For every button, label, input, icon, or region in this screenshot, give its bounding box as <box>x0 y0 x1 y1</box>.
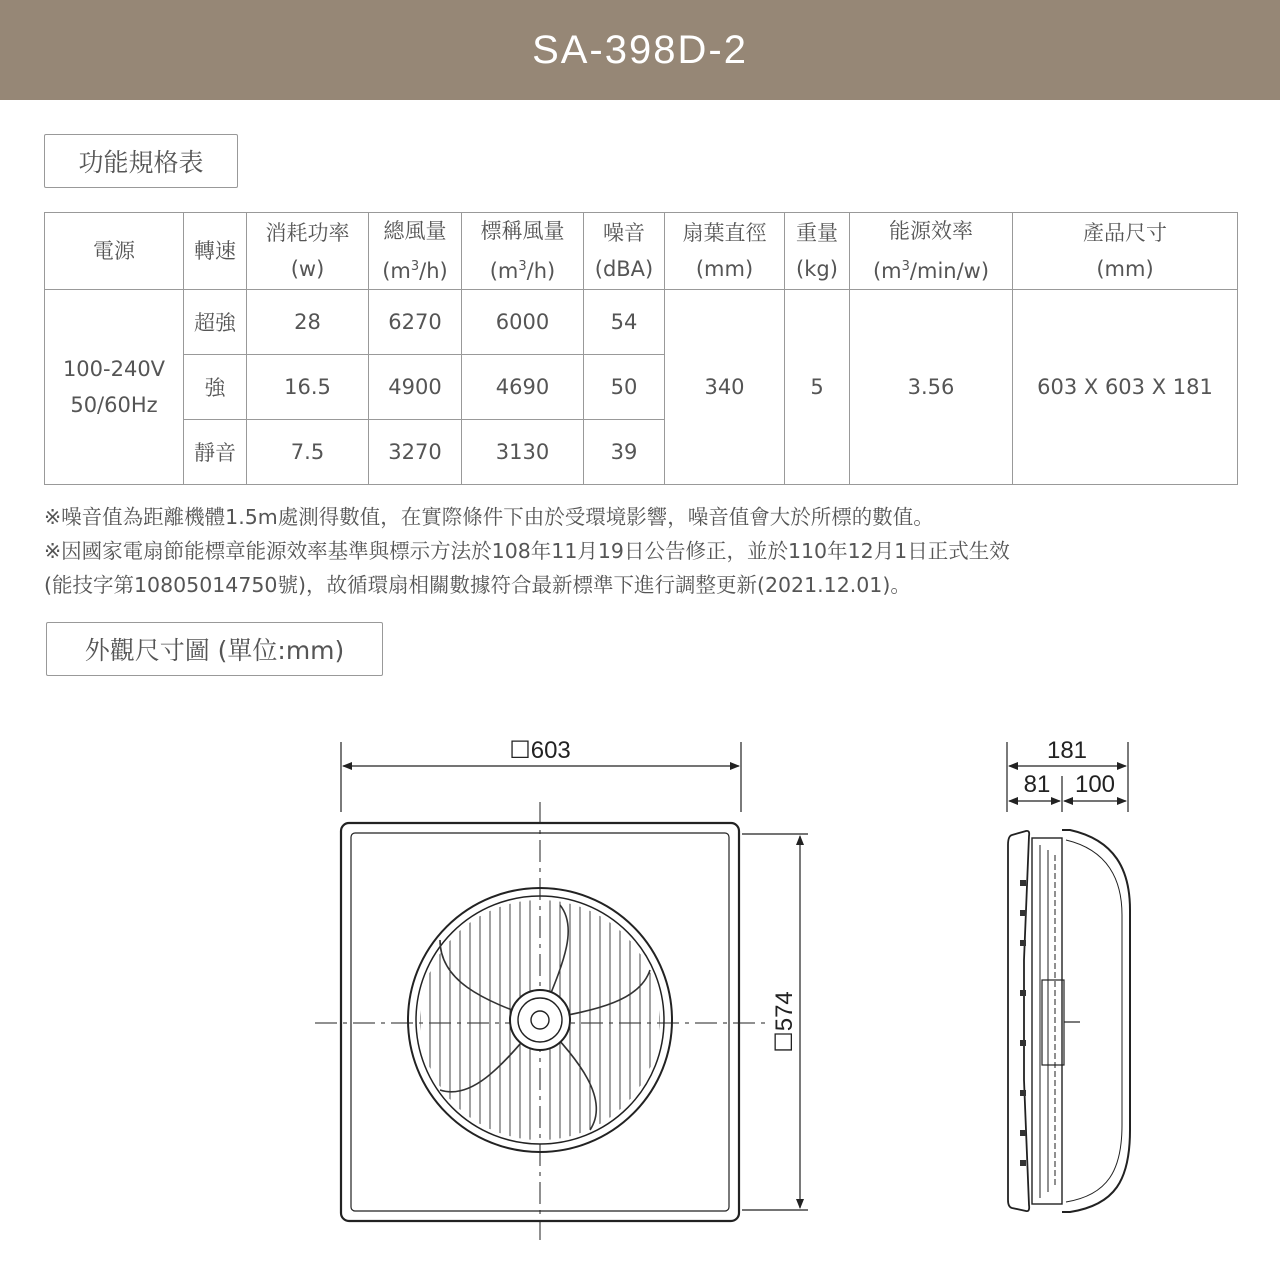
power-cell: 100-240V 50/60Hz <box>45 290 184 485</box>
header-total-airflow: 總風量 $(m^3/h)$ <box>369 213 462 290</box>
total-air-cell: 4900 <box>369 355 462 420</box>
header-noise: 噪音 (dBA) <box>584 213 665 290</box>
header-efficiency: 能源效率 $(m^3/\min/w)$ <box>850 213 1013 290</box>
spec-table <box>44 212 1238 485</box>
watt-cell: 16.5 <box>247 355 369 420</box>
dimension-drawing <box>0 680 1280 1280</box>
note-efficiency: ※因國家電扇節能標章能源效率基準與標示方法於108年11月19日公告修正，並於110年12月1日正式生效 <box>44 539 1010 563</box>
speed-cell: 強 <box>184 355 247 420</box>
header-rated-airflow: 標稱風量 $(m^3/h)$ <box>462 213 584 290</box>
depth-total-label: 181 <box>1046 737 1088 764</box>
rated-air-cell: 3130 <box>462 420 584 485</box>
header-product-size: 產品尺寸 (mm) <box>1013 213 1238 290</box>
table-row <box>45 290 1238 355</box>
note-efficiency-cont: (能技字第10805014750號)，故循環扇相關數據符合最新標準下進行調整更新(2021.12.01)。 <box>44 573 911 597</box>
model-title: SA-398D-2 <box>532 27 748 72</box>
efficiency-cell: 3.56 <box>850 290 1013 485</box>
header-weight: 重量 (kg) <box>785 213 850 290</box>
speed-cell: 靜音 <box>184 420 247 485</box>
table-header-row <box>45 213 1238 290</box>
speed-cell: 超強 <box>184 290 247 355</box>
rated-air-cell: 4690 <box>462 355 584 420</box>
side-view <box>1007 737 1130 1212</box>
depth-back-label: 100 <box>1074 771 1116 798</box>
header-power-consumption: 消耗功率 (w) <box>247 213 369 290</box>
total-air-cell: 6270 <box>369 290 462 355</box>
watt-cell: 28 <box>247 290 369 355</box>
notes <box>44 500 1244 602</box>
rated-air-cell: 6000 <box>462 290 584 355</box>
title-banner <box>0 0 1280 100</box>
header-blade-diameter: 扇葉直徑 (mm) <box>665 213 785 290</box>
height-dimension-label: ☐574 <box>771 991 798 1053</box>
front-view <box>315 737 808 1240</box>
header-power: 電源 <box>45 213 184 290</box>
total-air-cell: 3270 <box>369 420 462 485</box>
depth-front-label: 81 <box>1023 771 1051 798</box>
blade-diameter-cell: 340 <box>665 290 785 485</box>
note-noise: ※噪音值為距離機體1.5m處測得數值，在實際條件下由於受環境影響，噪音值會大於所標的數值。 <box>44 505 934 529</box>
drawing-section-title: 外觀尺寸圖 (單位:mm) <box>46 622 383 676</box>
noise-cell: 54 <box>584 290 665 355</box>
spec-section-title: 功能規格表 <box>44 134 238 188</box>
weight-cell: 5 <box>785 290 850 485</box>
width-dimension-label: ☐603 <box>509 737 571 764</box>
noise-cell: 50 <box>584 355 665 420</box>
size-cell: 603 X 603 X 181 <box>1013 290 1238 485</box>
noise-cell: 39 <box>584 420 665 485</box>
header-speed: 轉速 <box>184 213 247 290</box>
watt-cell: 7.5 <box>247 420 369 485</box>
